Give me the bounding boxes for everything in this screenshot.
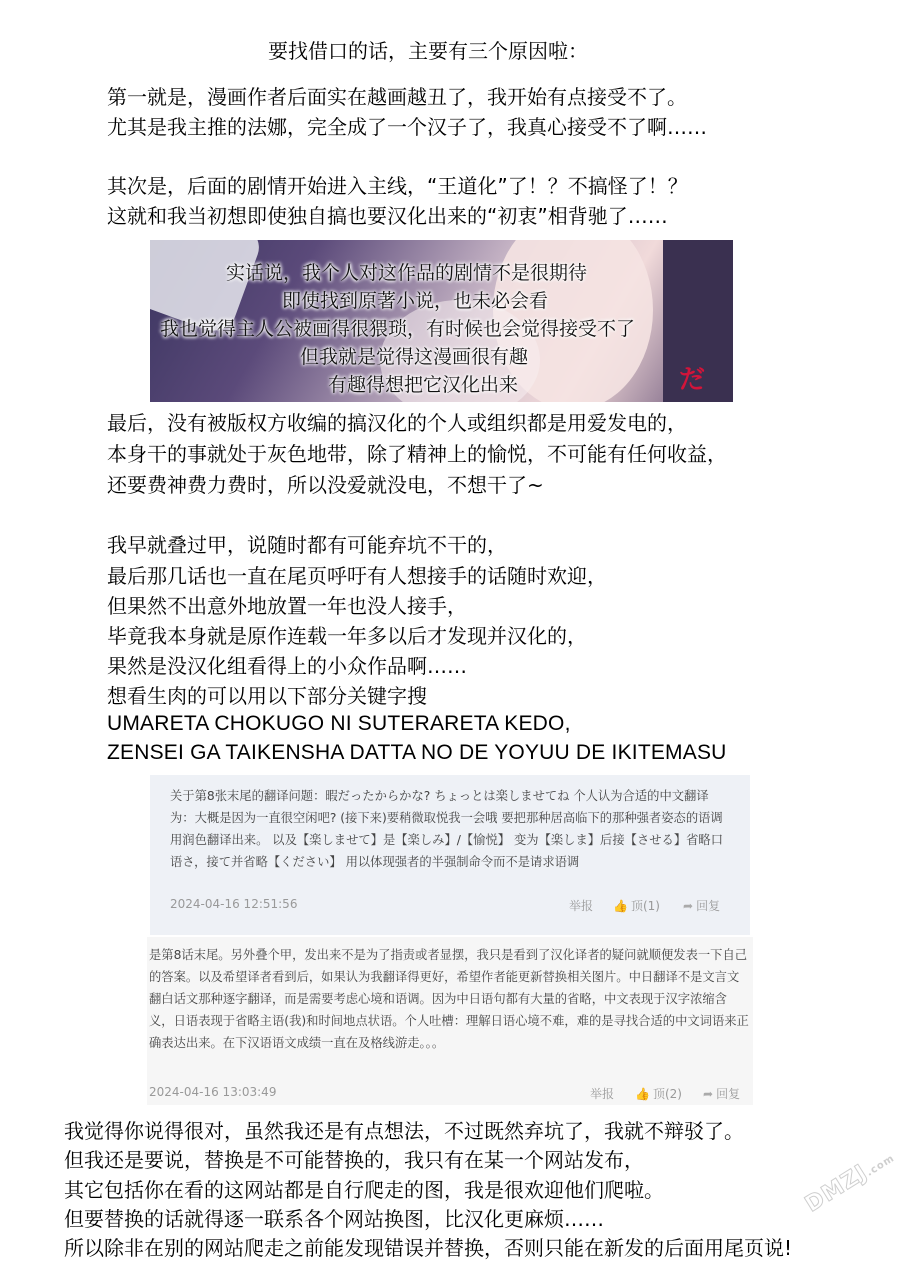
page-title: 要找借口的话，主要有三个原因啦： xyxy=(268,39,588,63)
site-watermark xyxy=(801,1144,898,1218)
like-count: 顶(2) xyxy=(652,1087,682,1101)
panel-caption: 有趣得想把它汉化出来 xyxy=(328,374,519,396)
comment-text: 是第8话末尾。另外叠个甲，发出来不是为了指责或者显摆，我只是看到了汉化译者的疑问就顺便发表一下自己的答案。以及希望译者看到后，如果认为我翻译得更好，希望作者能更新替换相关图片。中日翻译不是文言文翻白话文那种逐字翻译，而是需要考虑心境和语调。因为中日语句都有大量的省略，中文表现于汉字浓缩含义，日语表现于省略主语(我)和时间地点状语。个人吐槽：理解日语心境不难，难的是寻找合适的中文词语来正确表达出来。在下汉语语文成绩一直在及格线游走。。。 xyxy=(149,948,749,1050)
comment-timestamp: 2024-04-16 12:51:56 xyxy=(170,897,298,911)
reply-button[interactable] xyxy=(683,897,720,914)
text-line: 所以除非在别的网站爬走之前能发现错误并替换，否则只能在新发的后面用尾页说! xyxy=(64,1236,793,1260)
manga-panel xyxy=(150,240,733,402)
text-line: 还要费神费力费时，所以没爱就没电，不想干了~ xyxy=(107,473,544,497)
report-button[interactable]: 举报 xyxy=(590,1087,615,1101)
text-line: 这就和我当初想即使独自搞也要汉化出来的“初衷”相背驰了…… xyxy=(107,204,668,228)
panel-caption: 我也觉得主人公被画得很猥琐，有时候也会觉得接受不了 xyxy=(160,318,636,340)
comment-text: 关于第8张末尾的翻译问题：暇だったからかな? ちょっとは楽しませてね 个人认为合适的中文翻译为：大概是因为一直很空闲吧? (接下来)要稍微取悦我一会哦 要把那种居高临下的那种强者姿态的语调用润色翻译出来。 以及【楽しませて】是【楽しみ】/【愉悦】 变为【楽しま】后接【させる】省略口语さ，接て并省略【ください】 用以体现强者的半强制命令而不是请求语调 xyxy=(170,789,724,869)
text-line: 但果然不出意外地放置一年也没人接手， xyxy=(107,594,467,618)
text-line: 毕竟我本身就是原作连载一年多以后才发现并汉化的， xyxy=(107,624,587,648)
reply-label: 回复 xyxy=(716,1087,741,1101)
panel-caption: 但我就是觉得这漫画很有趣 xyxy=(300,346,529,368)
thumbs-up-icon: 👍 xyxy=(635,1087,650,1101)
text-line: 但我还是要说，替换是不可能替换的，我只有在某一个网站发布， xyxy=(64,1148,644,1172)
like-count: 顶(1) xyxy=(630,899,660,913)
keyword-line: UMARETA CHOKUGO NI SUTERARETA KEDO, xyxy=(107,712,571,735)
text-line: 其次是，后面的剧情开始进入主线，“王道化”了！？不搞怪了！？ xyxy=(107,174,688,198)
reply-arrow-icon: ➦ xyxy=(703,1087,714,1101)
text-line: 最后那几话也一直在尾页呼吁有人想接手的话随时欢迎， xyxy=(107,564,607,588)
panel-caption: 实话说，我个人对这作品的剧情不是很期待 xyxy=(226,262,588,284)
watermark-sub: .com xyxy=(864,1152,897,1179)
text-line: 我早就叠过甲，说随时都有可能弃坑不干的， xyxy=(107,533,507,557)
panel-caption: 即使找到原著小说，也未必会看 xyxy=(282,290,549,312)
text-line: 本身干的事就处于灰色地带，除了精神上的愉悦，不可能有任何收益， xyxy=(107,442,727,466)
comment-card xyxy=(147,937,753,1105)
panel-sfx: だ xyxy=(678,365,705,395)
like-button[interactable] xyxy=(613,897,660,914)
text-line: 尤其是我主推的法娜，完全成了一个汉子了，我真心接受不了啊…… xyxy=(107,115,707,139)
text-line: 第一就是，漫画作者后面实在越画越丑了，我开始有点接受不了。 xyxy=(107,85,687,109)
text-line: 最后，没有被版权方收编的搞汉化的个人或组织都是用爱发电的， xyxy=(107,411,687,435)
text-line: 我觉得你说得很对，虽然我还是有点想法，不过既然弃坑了，我就不辩驳了。 xyxy=(64,1119,744,1143)
text-line: 但要替换的话就得逐一联系各个网站换图，比汉化更麻烦…… xyxy=(64,1207,604,1231)
text-line: 果然是没汉化组看得上的小众作品啊…… xyxy=(107,654,467,678)
text-line: 想看生肉的可以用以下部分关键字搜 xyxy=(107,684,427,708)
reply-button[interactable] xyxy=(703,1085,740,1102)
comment-timestamp: 2024-04-16 13:03:49 xyxy=(149,1085,277,1099)
reply-label: 回复 xyxy=(696,899,721,913)
like-button[interactable] xyxy=(635,1085,682,1102)
reply-arrow-icon: ➦ xyxy=(683,899,694,913)
report-button[interactable]: 举报 xyxy=(569,899,594,913)
text-line: 其它包括你在看的这网站都是自行爬走的图，我是很欢迎他们爬啦。 xyxy=(64,1178,664,1202)
thumbs-up-icon: 👍 xyxy=(613,899,628,913)
keyword-line: ZENSEI GA TAIKENSHA DATTA NO DE YOYUU DE IKITEMASU xyxy=(107,741,727,764)
watermark-main: DMZJ xyxy=(800,1160,873,1218)
comment-card xyxy=(150,775,750,935)
